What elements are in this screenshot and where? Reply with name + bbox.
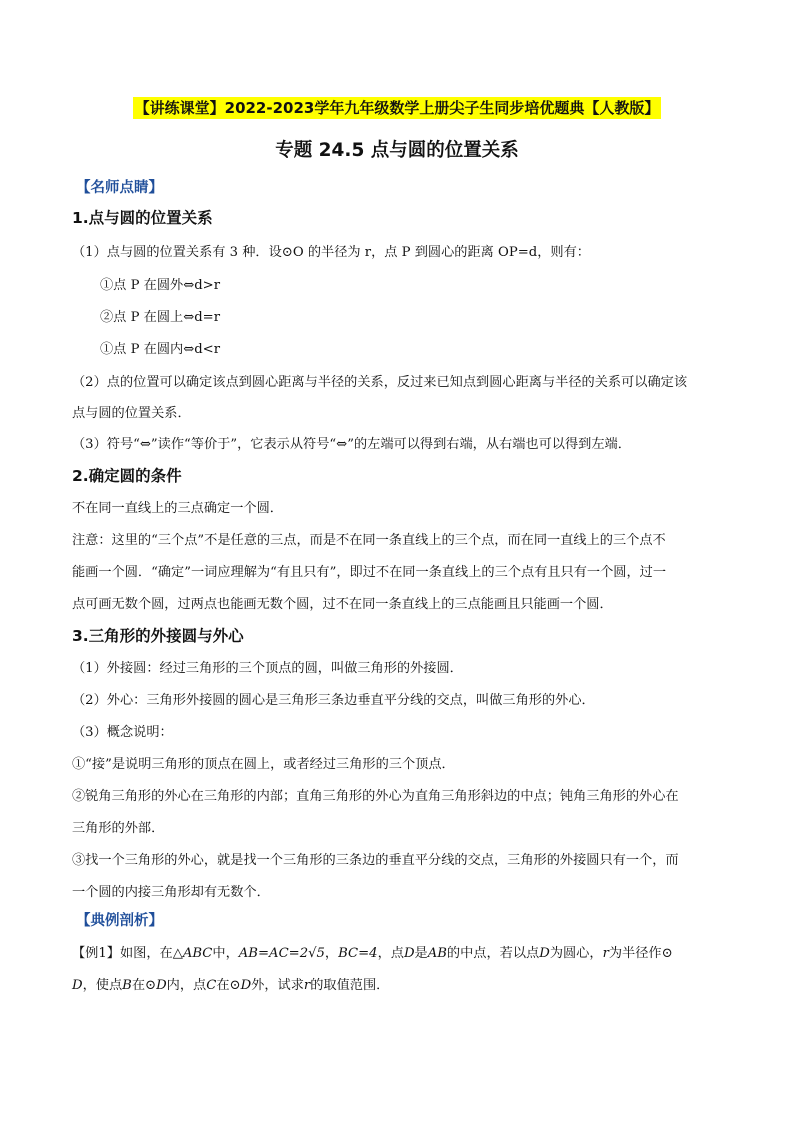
circumcircle-definition: （1）外接圆：经过三角形的三个顶点的圆，叫做三角形的外接圆． xyxy=(72,661,463,676)
paragraph-1: （1）点与圆的位置关系有 3 种．设⊙O 的半径为 r，点 P 到圆心的距离 OP=d，则有： xyxy=(72,245,590,260)
equation-ab-ac: AB=AC=2√5 xyxy=(238,946,325,961)
text: 是 xyxy=(414,946,428,961)
example-1-label: 【例1】 xyxy=(72,946,120,961)
paragraph-2-line-2: 点与圆的位置关系． xyxy=(72,406,191,421)
text: 的取值范围． xyxy=(310,978,390,993)
concept-2-line-1: ②锐角三角形的外心在三角形的内部；直角三角形的外心为直角三角形斜边的中点；钝角三角形的外心在 xyxy=(72,789,679,804)
text: ，点 xyxy=(377,946,404,961)
note-line-3: 点可画无数个圆，过两点也能画无数个圆，过不在同一条直线上的三点能画且只能画一个圆． xyxy=(72,597,613,612)
case-inside: ①点 P 在圆内⇔d<r xyxy=(100,342,221,357)
var-b: B xyxy=(122,978,132,993)
equation-bc: BC=4 xyxy=(338,946,378,961)
case-outside: ①点 P 在圆外⇔d>r xyxy=(100,278,221,293)
var-c: C xyxy=(206,978,217,993)
paragraph-2-line-1: （2）点的位置可以确定该点到圆心距离与半径的关系，反过来已知点到圆心距离与半径的关系可以确定该 xyxy=(72,375,688,390)
concept-3-line-2: 一个圆的内接三角形却有无数个． xyxy=(72,885,270,900)
triangle-abc: △ABC xyxy=(172,946,213,961)
text: 如图，在 xyxy=(119,946,173,961)
concept-1: ①“接”是说明三角形的顶点在圆上，或者经过三角形的三个顶点． xyxy=(72,757,455,772)
heading-determine-circle: 2.确定圆的条件 xyxy=(72,467,182,485)
text: 在⊙ xyxy=(131,978,157,993)
paragraph-4: 不在同一直线上的三点确定一个圆． xyxy=(72,501,283,516)
text: 外，试求 xyxy=(251,978,304,993)
note-line-1: 注意：这里的“三个点”不是任意的三点，而是不在同一条直线上的三个点，而在同一直线上的三个点不 xyxy=(72,533,666,548)
heading-point-circle-relation: 1.点与圆的位置关系 xyxy=(72,209,213,227)
var-r: r xyxy=(303,978,311,993)
var-d: D xyxy=(156,978,167,993)
case-on: ②点 P 在圆上⇔d=r xyxy=(100,310,221,325)
note-line-2: 能画一个圆．“确定”一词应理解为“有且只有”，即过不在同一条直线上的三个点有且只有一个圆，过一 xyxy=(72,565,667,580)
heading-circumcircle: 3.三角形的外接圆与外心 xyxy=(72,627,244,645)
circumcenter-definition: （2）外心：三角形外接圆的圆心是三角形三条边垂直平分线的交点，叫做三角形的外心． xyxy=(72,693,595,708)
var-d: D xyxy=(240,978,252,993)
text: ， xyxy=(324,946,339,961)
concept-2-line-2: 三角形的外部． xyxy=(72,821,165,836)
text: 内，点 xyxy=(166,978,207,993)
var-d: D xyxy=(403,946,415,961)
series-banner: 【讲练课堂】2022-2023学年九年级数学上册尖子生同步培优题典【人教版】 xyxy=(134,99,660,117)
var-d: D xyxy=(539,946,550,961)
section-teacher-heading: 【名师点睛】 xyxy=(76,180,163,196)
text: 的中点，若以点 xyxy=(446,946,540,961)
text: 为半径作⊙ xyxy=(608,946,673,961)
text: 中， xyxy=(212,946,239,961)
segment-ab: AB xyxy=(427,946,447,961)
concept-explanation-heading: （3）概念说明： xyxy=(72,725,173,740)
text: 为圆心， xyxy=(549,946,603,961)
var-d: D xyxy=(72,978,83,993)
text: ，使点 xyxy=(82,978,123,993)
text: 在⊙ xyxy=(216,978,241,993)
section-examples-heading: 【典例剖析】 xyxy=(76,913,163,929)
example-1-line-2 xyxy=(72,974,389,993)
banner-container xyxy=(0,97,794,119)
paragraph-3: （3）符号“⇔”读作“等价于”，它表示从符号“⇔”的左端可以得到右端，从右端也可以得到左端． xyxy=(72,437,631,452)
concept-3-line-1: ③找一个三角形的外心，就是找一个三角形的三条边的垂直平分线的交点，三角形的外接圆只有一个，而 xyxy=(72,853,679,868)
var-r: r xyxy=(602,946,609,961)
example-1-line-1 xyxy=(72,942,673,961)
page-title: 专题 24.5 点与圆的位置关系 xyxy=(275,140,519,161)
